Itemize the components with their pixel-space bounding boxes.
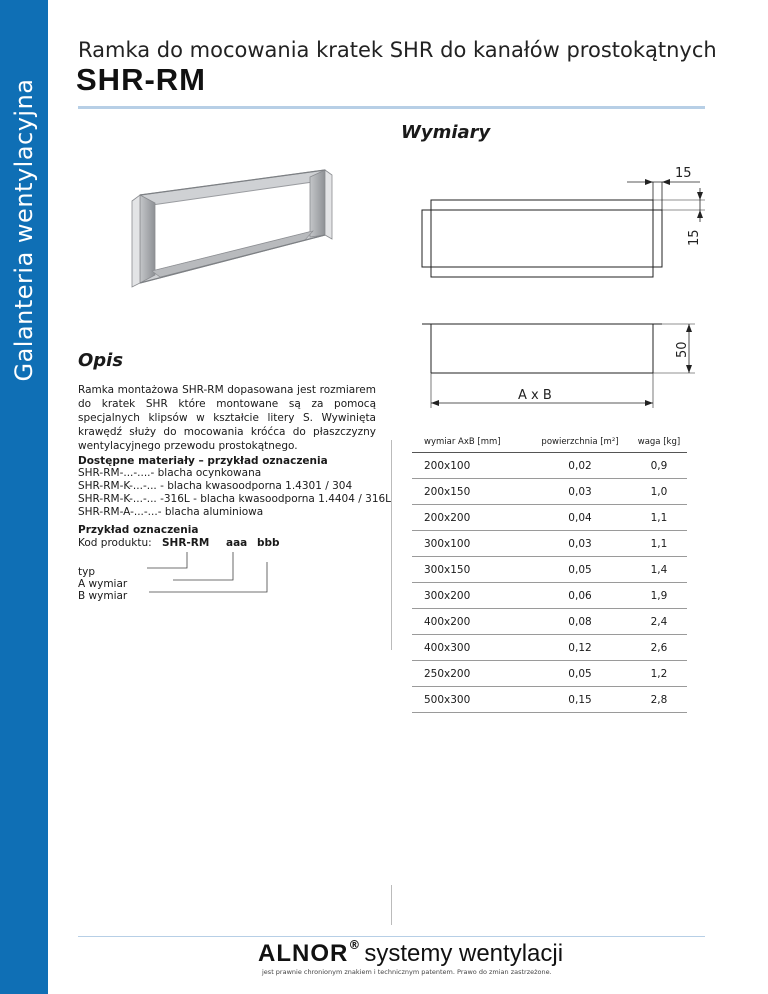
- cell-size: 200x100: [412, 453, 529, 479]
- col-header-size: wymiar AxB [mm]: [412, 432, 529, 453]
- material-item: SHR-RM-...-....- blacha ocynkowana: [78, 467, 262, 479]
- table-row: [412, 609, 687, 635]
- dim-size-label: A x B: [518, 388, 552, 403]
- cell-weight: 1,2: [631, 661, 687, 687]
- cell-weight: 2,8: [631, 687, 687, 713]
- column-divider: [391, 440, 392, 650]
- example-heading: Przykład oznaczenia: [78, 524, 199, 536]
- cell-weight: 2,6: [631, 635, 687, 661]
- cell-size: 500x300: [412, 687, 529, 713]
- cell-size: 300x100: [412, 531, 529, 557]
- cell-area: 0,02: [529, 453, 631, 479]
- cell-size: 400x200: [412, 609, 529, 635]
- footer-divider: [78, 936, 705, 937]
- code-b: bbb: [257, 537, 280, 549]
- table-row: [412, 505, 687, 531]
- col-header-area: powierzchnia [m²]: [529, 432, 631, 453]
- cell-size: 300x200: [412, 583, 529, 609]
- cell-area: 0,08: [529, 609, 631, 635]
- designation-legend: [78, 566, 127, 602]
- legend-item: A wymiar: [78, 578, 128, 590]
- dimension-drawing: [405, 160, 705, 410]
- legend-item: B wymiar: [78, 590, 128, 602]
- legal-note: jest prawnie chronionym znakiem i technicznym patentem. Prawo do zmian zastrzeżone.: [262, 968, 552, 976]
- dimensions-heading: Wymiary: [401, 122, 491, 143]
- cell-weight: 2,4: [631, 609, 687, 635]
- cell-size: 250x200: [412, 661, 529, 687]
- dim-flange-top-label: 15: [675, 166, 692, 181]
- cell-area: 0,06: [529, 583, 631, 609]
- table-header-row: [412, 432, 687, 453]
- cell-weight: 1,1: [631, 531, 687, 557]
- table-row: [412, 479, 687, 505]
- description-heading: Opis: [78, 350, 124, 371]
- cell-weight: 1,9: [631, 583, 687, 609]
- page-title: SHR-RM: [76, 62, 206, 97]
- brand-logo: [258, 938, 563, 968]
- table-row: [412, 531, 687, 557]
- cell-area: 0,03: [529, 479, 631, 505]
- code-type: SHR-RM: [162, 537, 210, 549]
- cell-area: 0,15: [529, 687, 631, 713]
- designation-leader-lines: [145, 552, 275, 597]
- cell-area: 0,05: [529, 557, 631, 583]
- cell-weight: 1,1: [631, 505, 687, 531]
- table-row: [412, 453, 687, 479]
- spec-table: [412, 432, 687, 713]
- materials-heading: Dostępne materiały – przykład oznaczenia: [78, 455, 328, 467]
- table-row: [412, 557, 687, 583]
- dim-depth-label: 50: [675, 341, 690, 358]
- sidebar-category-label: Galanteria wentylacyjna: [10, 78, 38, 382]
- material-item: SHR-RM-K-...-... - blacha kwasoodporna 1.4301 / 304: [78, 480, 353, 492]
- header-divider: [78, 106, 705, 109]
- cell-size: 200x150: [412, 479, 529, 505]
- brand-tagline: systemy wentylacji: [364, 940, 564, 967]
- legend-item: typ: [78, 566, 95, 578]
- material-item: SHR-RM-K-...-... -316L - blacha kwasoodporna 1.4404 / 316L: [78, 493, 392, 505]
- cell-weight: 1,0: [631, 479, 687, 505]
- dim-flange-side-label: 15: [687, 229, 702, 246]
- cell-area: 0,05: [529, 661, 631, 687]
- col-header-weight: waga [kg]: [631, 432, 687, 453]
- code-a: aaa: [226, 537, 248, 549]
- cell-weight: 0,9: [631, 453, 687, 479]
- description-text: Ramka montażowa SHR-RM dopasowana jest rozmiarem do kratek SHR które montowane są za pomocą specjalnych klipsów w kształcie litery S. Wywinięta krawędź służy do mocowania króćca do płaszczyzny wentylacyjnego przewodu prostokątnego.: [78, 384, 376, 452]
- sidebar-band: [0, 0, 48, 994]
- cell-size: 400x300: [412, 635, 529, 661]
- cell-area: 0,12: [529, 635, 631, 661]
- material-item: SHR-RM-A-...-...- blacha aluminiowa: [78, 506, 264, 518]
- page-subtitle: Ramka do mocowania kratek SHR do kanałów prostokątnych: [78, 38, 717, 62]
- table-row: [412, 583, 687, 609]
- registered-mark: ®: [348, 938, 361, 952]
- table-row: [412, 687, 687, 713]
- cell-size: 300x150: [412, 557, 529, 583]
- cell-area: 0,03: [529, 531, 631, 557]
- table-row: [412, 661, 687, 687]
- column-divider-lower: [391, 885, 392, 925]
- brand-name: ALNOR: [258, 940, 349, 967]
- table-row: [412, 635, 687, 661]
- product-frame-image: [120, 165, 335, 290]
- code-label: Kod produktu:: [78, 537, 152, 549]
- materials-list: [78, 467, 391, 519]
- cell-size: 200x200: [412, 505, 529, 531]
- cell-weight: 1,4: [631, 557, 687, 583]
- cell-area: 0,04: [529, 505, 631, 531]
